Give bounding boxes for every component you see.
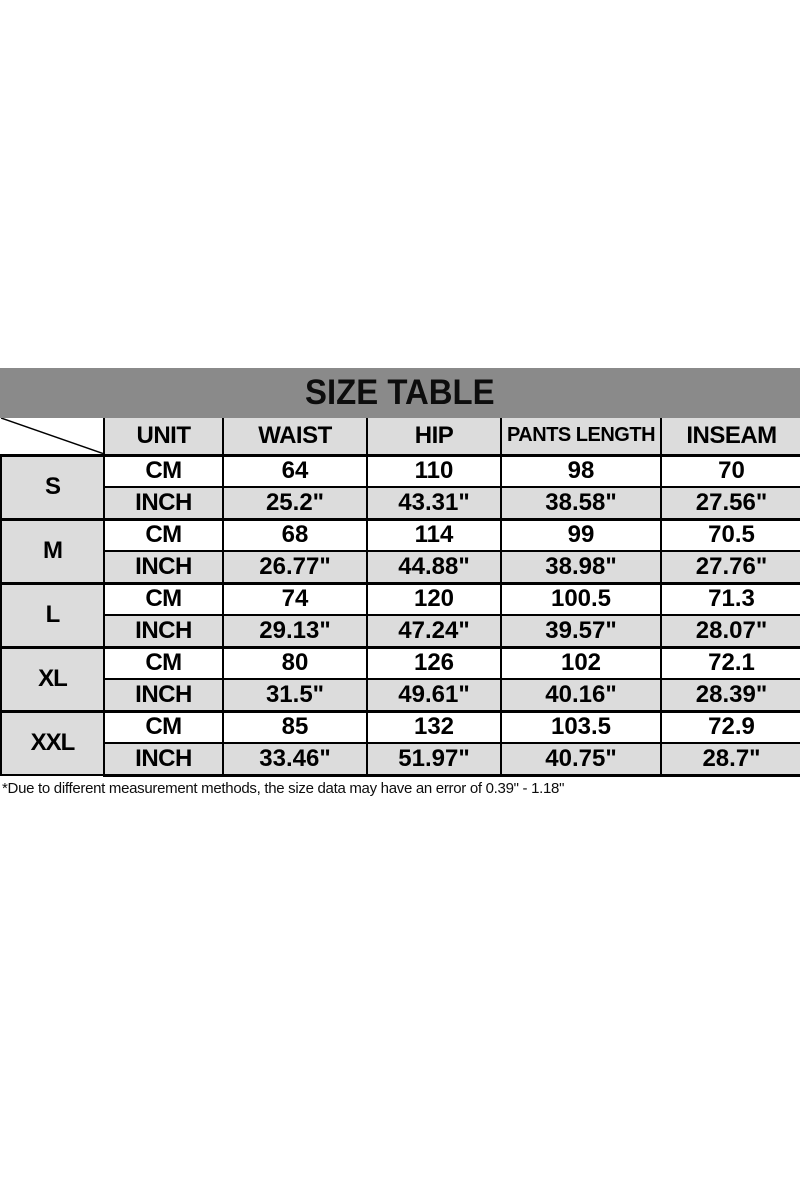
unit-cell: CM	[104, 519, 223, 551]
size-table-title: SIZE TABLE	[305, 373, 495, 412]
value-cell: 68	[223, 519, 367, 551]
column-header-waist: WAIST	[223, 418, 367, 455]
value-cell: 39.57"	[501, 615, 661, 647]
value-cell: 28.7"	[661, 743, 800, 775]
unit-cell: CM	[104, 711, 223, 743]
table-row	[1, 519, 800, 551]
value-cell: 40.75"	[501, 743, 661, 775]
value-cell: 71.3	[661, 583, 800, 615]
value-cell: 74	[223, 583, 367, 615]
value-cell: 38.98"	[501, 551, 661, 583]
value-cell: 120	[367, 583, 501, 615]
measurement-error-note: *Due to different measurement methods, the size data may have an error of 0.39" - 1.18"	[2, 779, 565, 797]
value-cell: 28.39"	[661, 679, 800, 711]
size-table-body	[1, 455, 800, 775]
size-table-title-bar	[0, 368, 800, 418]
size-table	[0, 418, 800, 777]
value-cell: 102	[501, 647, 661, 679]
column-header-unit: UNIT	[104, 418, 223, 455]
table-row	[1, 743, 800, 775]
value-cell: 29.13"	[223, 615, 367, 647]
value-cell: 25.2"	[223, 487, 367, 519]
table-row	[1, 711, 800, 743]
unit-cell: CM	[104, 455, 223, 487]
value-cell: 40.16"	[501, 679, 661, 711]
value-cell: 70.5	[661, 519, 800, 551]
table-row	[1, 583, 800, 615]
value-cell: 85	[223, 711, 367, 743]
value-cell: 64	[223, 455, 367, 487]
header-row	[1, 418, 800, 455]
size-label: S	[1, 455, 104, 519]
value-cell: 27.56"	[661, 487, 800, 519]
table-row	[1, 647, 800, 679]
value-cell: 98	[501, 455, 661, 487]
table-row	[1, 551, 800, 583]
size-chart	[0, 368, 800, 797]
value-cell: 114	[367, 519, 501, 551]
value-cell: 126	[367, 647, 501, 679]
value-cell: 100.5	[501, 583, 661, 615]
diagonal-line	[1, 418, 103, 454]
value-cell: 51.97"	[367, 743, 501, 775]
unit-cell: CM	[104, 583, 223, 615]
column-header-inseam: INSEAM	[661, 418, 800, 455]
value-cell: 103.5	[501, 711, 661, 743]
corner-cell	[1, 418, 104, 455]
table-row	[1, 455, 800, 487]
size-label: L	[1, 583, 104, 647]
value-cell: 31.5"	[223, 679, 367, 711]
size-label: M	[1, 519, 104, 583]
table-row	[1, 679, 800, 711]
value-cell: 132	[367, 711, 501, 743]
value-cell: 44.88"	[367, 551, 501, 583]
value-cell: 99	[501, 519, 661, 551]
value-cell: 33.46"	[223, 743, 367, 775]
value-cell: 70	[661, 455, 800, 487]
value-cell: 80	[223, 647, 367, 679]
value-cell: 43.31"	[367, 487, 501, 519]
unit-cell: INCH	[104, 551, 223, 583]
value-cell: 47.24"	[367, 615, 501, 647]
value-cell: 26.77"	[223, 551, 367, 583]
unit-cell: INCH	[104, 679, 223, 711]
value-cell: 49.61"	[367, 679, 501, 711]
unit-cell: INCH	[104, 743, 223, 775]
unit-cell: INCH	[104, 487, 223, 519]
table-row	[1, 487, 800, 519]
size-label: XXL	[1, 711, 104, 775]
table-row	[1, 615, 800, 647]
value-cell: 27.76"	[661, 551, 800, 583]
column-header-hip: HIP	[367, 418, 501, 455]
value-cell: 72.9	[661, 711, 800, 743]
value-cell: 72.1	[661, 647, 800, 679]
value-cell: 28.07"	[661, 615, 800, 647]
value-cell: 38.58"	[501, 487, 661, 519]
column-header-pants-length: PANTS LENGTH	[501, 418, 661, 455]
unit-cell: CM	[104, 647, 223, 679]
unit-cell: INCH	[104, 615, 223, 647]
size-label: XL	[1, 647, 104, 711]
value-cell: 110	[367, 455, 501, 487]
